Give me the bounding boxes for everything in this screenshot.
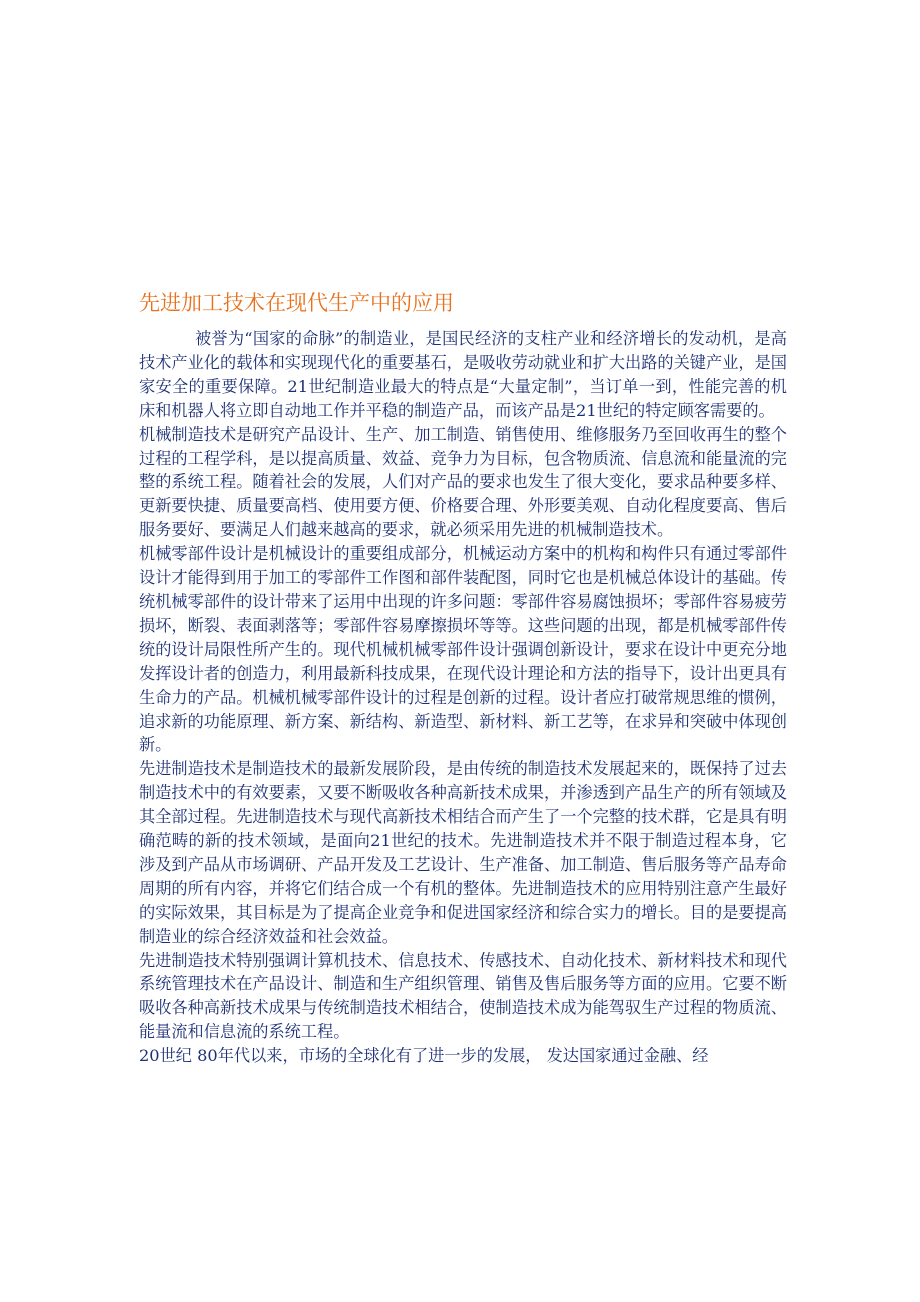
paragraph-machining-technology: 机械制造技术是研究产品设计、生产、加工制造、销售使用、维修服务乃至回收再生的整个过程的工程学科，是以提高质量、效益、竞争力为目标，包含物质流、信息流和能量流的完整的系统工程。随着社会的发展，人们对产品的要求也发生了很大变化，要求品种要多样、更新要快捷、质量要高档、使用要方便、价格要合理、外形要美观、自动化程度要高、售后服务要好、要满足人们越来越高的要求，就必须采用先进的机械制造技术。 [139,424,787,540]
paragraph-manufacturing-importance: 被誉为“国家的命脉”的制造业，是国民经济的支柱产业和经济增长的发动机，是高技术产业化的载体和实现现代化的重要基石，是吸收劳动就业和扩大出路的关键产业，是国家安全的重要保障。21世纪制造业最大的特点是“大量定制”，当订单一到，性能完善的机床和机器人将立即自动地工作并平稳的制造产品，而该产品是21世纪的特定顾客需要的。 [139,329,787,420]
paragraph-advanced-manufacturing: 先进制造技术是制造技术的最新发展阶段，是由传统的制造技术发展起来的，既保持了过去制造技术中的有效要素，又要不断吸收各种高新技术成果，并渗透到产品生产的所有领域及其全部过程。先进制造技术与现代高新技术相结合而产生了一个完整的技术群，它是具有明确范畴的新的技术领域，是面向21世纪的技术。先进制造技术并不限于制造过程本身，它涉及到产品从市场调研、产品开发及工艺设计、生产准备、加工制造、售后服务等产品寿命周期的所有内容，并将它们结合成一个有机的整体。先进制造技术的应用特别注意产生最好的实际效果，其目标是为了提高企业竞争和促进国家经济和综合实力的增长。目的是要提高制造业的综合经济效益和社会效益。 [139,759,787,946]
paragraph-component-design: 机械零部件设计是机械设计的重要组成部分，机械运动方案中的机构和构件只有通过零部件设计才能得到用于加工的零部件工作图和部件装配图，同时它也是机械总体设计的基础。传统机械零部件的设计带来了运用中出现的许多问题：零部件容易腐蚀损坏；零部件容易疲劳损坏，断裂、表面剥落等；零部件容易摩擦损坏等等。这些问题的出现，都是机械零部件传统的设计局限性所产生的。现代机械机械零部件设计强调创新设计，要求在设计中更充分地发挥设计者的创造力，利用最新科技成果，在现代设计理论和方法的指导下，设计出更具有生命力的产品。机械机械零部件设计的过程是创新的过程。设计者应打破常规思维的惯例，追求新的功能原理、新方案、新结构、新造型、新材料、新工艺等，在求异和突破中体现创新。 [139,544,787,755]
paragraph-globalization: 20世纪 80年代以来，市场的全球化有了进一步的发展， 发达国家通过金融、经 [139,1046,709,1066]
paragraph-technology-emphasis: 先进制造技术特别强调计算机技术、信息技术、传感技术、自动化技术、新材料技术和现代系统管理技术在产品设计、制造和生产组织管理、销售及售后服务等方面的应用。它要不断吸收各种高新技术成果与传统制造技术相结合，使制造技术成为能驾驭生产过程的物质流、能量流和信息流的系统工程。 [139,950,787,1042]
document-title: 先进加工技术在现代生产中的应用 [139,291,454,315]
document-body [139,327,787,1295]
